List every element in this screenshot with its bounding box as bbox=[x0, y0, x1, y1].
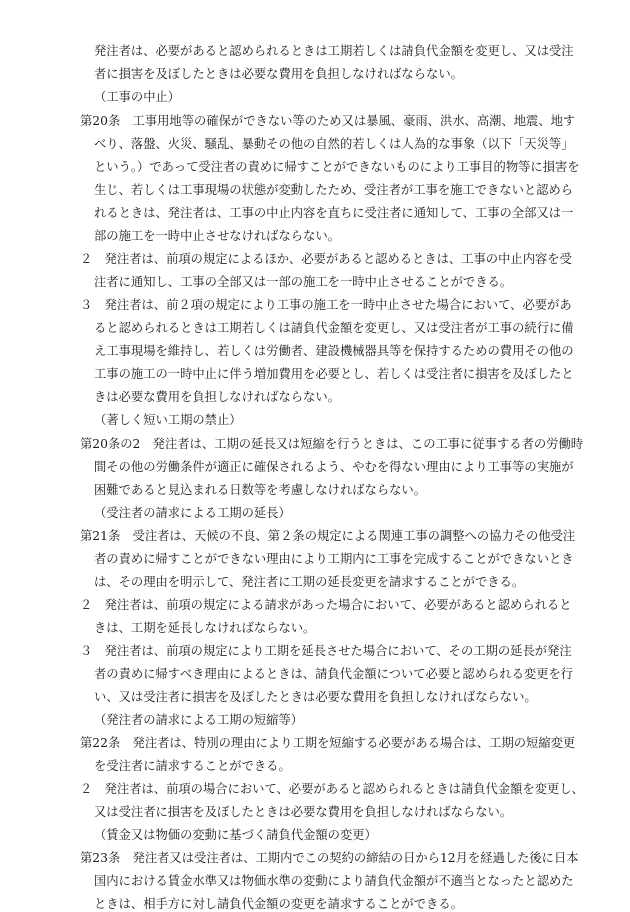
text-line: きは、工期を延長しなければならない。 bbox=[94, 621, 316, 635]
text-line: 国内における賃金水準又は物価水準の変動により請負代金額が不適当となったと認めた bbox=[94, 874, 574, 888]
text-line: 発注者は、必要があると認められるときは工期若しくは請負代金額を変更し、又は受注 bbox=[94, 44, 574, 58]
text-line: 生じ、若しくは工事現場の状態が変動したため、受注者が工事を施工できないと認めら bbox=[94, 183, 574, 197]
text-line: 第23条 発注者又は受注者は、工期内でこの契約の締結の日から12月を経過した後に日本 bbox=[80, 851, 579, 865]
text-line: べり、落盤、火災、騒乱、暴動その他の自然的若しくは人為的な事象（以下「天災等」 bbox=[94, 137, 574, 151]
text-line: ３ 発注者は、前２項の規定により工事の施工を一時中止させた場合において、必要があ bbox=[80, 298, 572, 312]
text-line: 第22条 発注者は、特別の理由により工期を短縮する必要がある場合は、工期の短縮変更 bbox=[80, 736, 576, 750]
text-line: ときは、相手方に対し請負代金額の変更を請求することができる。 bbox=[94, 897, 463, 911]
text-line: という。）であって受注者の責めに帰すことができないものにより工事目的物等に損害を bbox=[94, 160, 580, 174]
article-heading: （発注者の請求による工期の短縮等） bbox=[94, 713, 304, 727]
text-line: 困難であると見込まれる日数等を考慮しなければならない。 bbox=[94, 483, 427, 497]
text-line: れるときは、発注者は、工事の中止内容を直ちに受注者に通知して、工事の全部又は一 bbox=[94, 206, 574, 220]
text-line: い、又は受注者に損害を及ぼしたときは必要な費用を負担しなければならない。 bbox=[94, 690, 537, 704]
text-line: は、その理由を明示して、発注者に工期の延長変更を請求することができる。 bbox=[94, 575, 525, 589]
text-line: ると認められるときは工期若しくは請負代金額を変更し、又は受注者が工事の続行に備 bbox=[94, 321, 574, 335]
text-line: ２ 発注者は、前項の規定による請求があった場合において、必要があると認められると bbox=[80, 598, 572, 612]
text-line: 間その他の労働条件が適正に確保されるよう、やむを得ない理由により工事等の実施が bbox=[94, 460, 574, 474]
article-heading: （賃金又は物価の変動に基づく請負代金額の変更） bbox=[94, 828, 377, 842]
text-line: 者に損害を及ぼしたときは必要な費用を負担しなければならない。 bbox=[94, 67, 463, 81]
text-line: 工事の施工の一時中止に伴う増加費用を必要とし、若しくは受注者に損害を及ぼしたと bbox=[94, 367, 574, 381]
text-line: 第21条 受注者は、天候の不良、第２条の規定による関連工事の調整への協力その他受注 bbox=[80, 529, 576, 543]
text-line: 又は受注者に損害を及ぼしたときは必要な費用を負担しなければならない。 bbox=[94, 805, 513, 819]
article-heading: （著しく短い工期の禁止） bbox=[94, 413, 242, 427]
text-line: 部の施工を一時中止させなければならない。 bbox=[94, 229, 340, 243]
article-heading: （受注者の請求による工期の延長） bbox=[94, 506, 291, 520]
text-line: 第20条 工事用地等の確保ができない等のため又は暴風、豪雨、洪水、高潮、地震、地す bbox=[80, 114, 576, 128]
text-line: を受注者に請求することができる。 bbox=[94, 759, 291, 773]
text-line: ２ 発注者は、前項の規定によるほか、必要があると認めるときは、工事の中止内容を受 bbox=[80, 252, 572, 266]
text-line: 注者に通知し、工事の全部又は一部の施工を一時中止させることができる。 bbox=[94, 275, 513, 289]
text-line: 者の責めに帰すことができない理由により工期内に工事を完成することができないとき bbox=[94, 552, 574, 566]
text-line: きは必要な費用を負担しなければならない。 bbox=[94, 390, 340, 404]
text-line: 第20条の2 発注者は、工期の延長又は短縮を行うときは、この工事に従事する者の労働時 bbox=[80, 437, 584, 451]
text-line: ２ 発注者は、前項の場合において、必要があると認められるときは請負代金額を変更し、 bbox=[80, 782, 584, 796]
text-line: 者の責めに帰すべき理由によるときは、請負代金額について必要と認められる変更を行 bbox=[94, 667, 574, 681]
text-line: ３ 発注者は、前項の規定により工期を延長させた場合において、その工期の延長が発注 bbox=[80, 644, 572, 658]
article-heading: （工事の中止） bbox=[94, 90, 181, 104]
text-line: え工事現場を維持し、若しくは労働者、建設機械器具等を保持するための費用その他の bbox=[94, 344, 574, 358]
